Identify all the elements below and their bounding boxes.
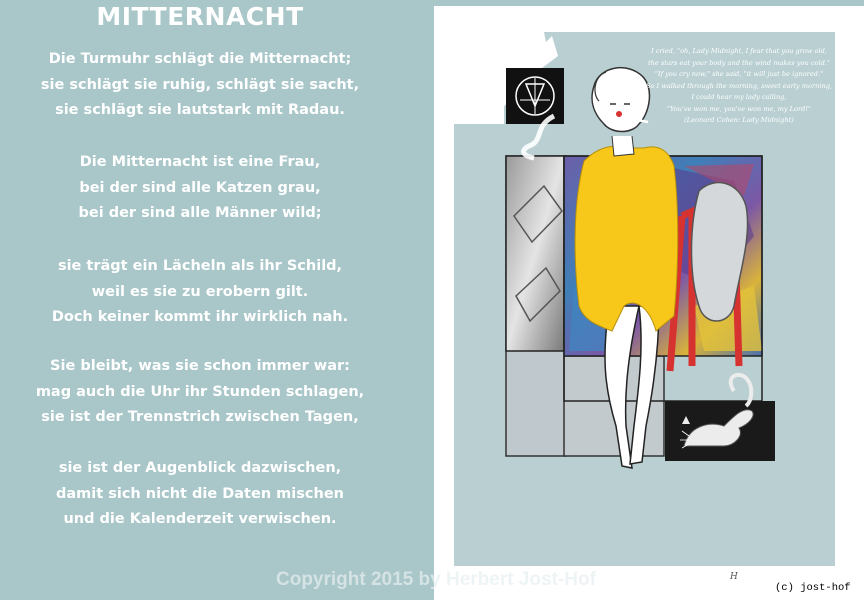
stanza-4 bbox=[0, 354, 400, 431]
poem-line: weil es sie zu erobern gilt. bbox=[91, 283, 309, 300]
poem-title: MITTERNACHT bbox=[96, 2, 304, 31]
stanza-1 bbox=[0, 47, 400, 124]
poem-line: sie ist der Augenblick dazwischen, bbox=[58, 460, 342, 476]
poem-line: sie trägt ein Lächeln als ihr Schild, bbox=[57, 258, 343, 274]
quote-line: I cried, "oh, Lady Midnight, I fear that you grow old, bbox=[651, 47, 827, 55]
quote-line: (Leonard Cohen: Lady Midnight) bbox=[684, 116, 794, 124]
poem-line: und die Kalenderzeit verwischen. bbox=[63, 511, 337, 527]
artist-signature: H bbox=[730, 572, 738, 582]
poem-line: damit sich nicht die Daten mischen bbox=[56, 485, 344, 502]
poem-line: sie ist der Trennstrich zwischen Tagen, bbox=[41, 409, 359, 425]
credit-label: (c) jost-hof bbox=[775, 582, 851, 594]
copyright-watermark: Copyright 2015 by Herbert Jost-Hof bbox=[276, 569, 596, 590]
poem-line: Doch keiner kommt ihr wirklich nah. bbox=[51, 309, 349, 325]
stanza-3 bbox=[0, 254, 400, 331]
quote-line: I could hear my lady calling, bbox=[691, 93, 787, 101]
artwork-frame bbox=[434, 6, 864, 600]
poem-line: sie schlägt sie lautstark mit Radau. bbox=[55, 102, 345, 118]
poem-line: Die Mitternacht ist eine Frau, bbox=[79, 154, 321, 170]
poem-line: sie schlägt sie ruhig, schlägt sie sacht, bbox=[40, 76, 360, 93]
quote-line: "If you cry now," she said, "it will just be ignored." bbox=[654, 70, 824, 78]
poem-line: Sie bleibt, was sie schon immer war: bbox=[50, 358, 350, 374]
poem-line: Die Turmuhr schlägt die Mitternacht; bbox=[48, 51, 352, 67]
quote-line: "You've won me, you've won me, my Lord!" bbox=[666, 104, 812, 113]
poem-line: bei der sind alle Katzen grau, bbox=[79, 179, 321, 196]
poem-line: bei der sind alle Männer wild; bbox=[78, 205, 322, 221]
quote-line: So I walked through the morning, sweet early morning, bbox=[645, 81, 833, 90]
poem bbox=[0, 0, 400, 560]
lyrics-quote bbox=[629, 46, 849, 127]
stanza-5 bbox=[0, 456, 400, 533]
yellow-coat bbox=[575, 146, 678, 331]
poem-line: mag auch die Uhr ihr Stunden schlagen, bbox=[35, 383, 365, 400]
gray-abstract-picture bbox=[506, 156, 564, 351]
stanza-2 bbox=[0, 150, 400, 227]
quote-line: the stars eat your body and the wind makes you cold." bbox=[648, 58, 830, 67]
